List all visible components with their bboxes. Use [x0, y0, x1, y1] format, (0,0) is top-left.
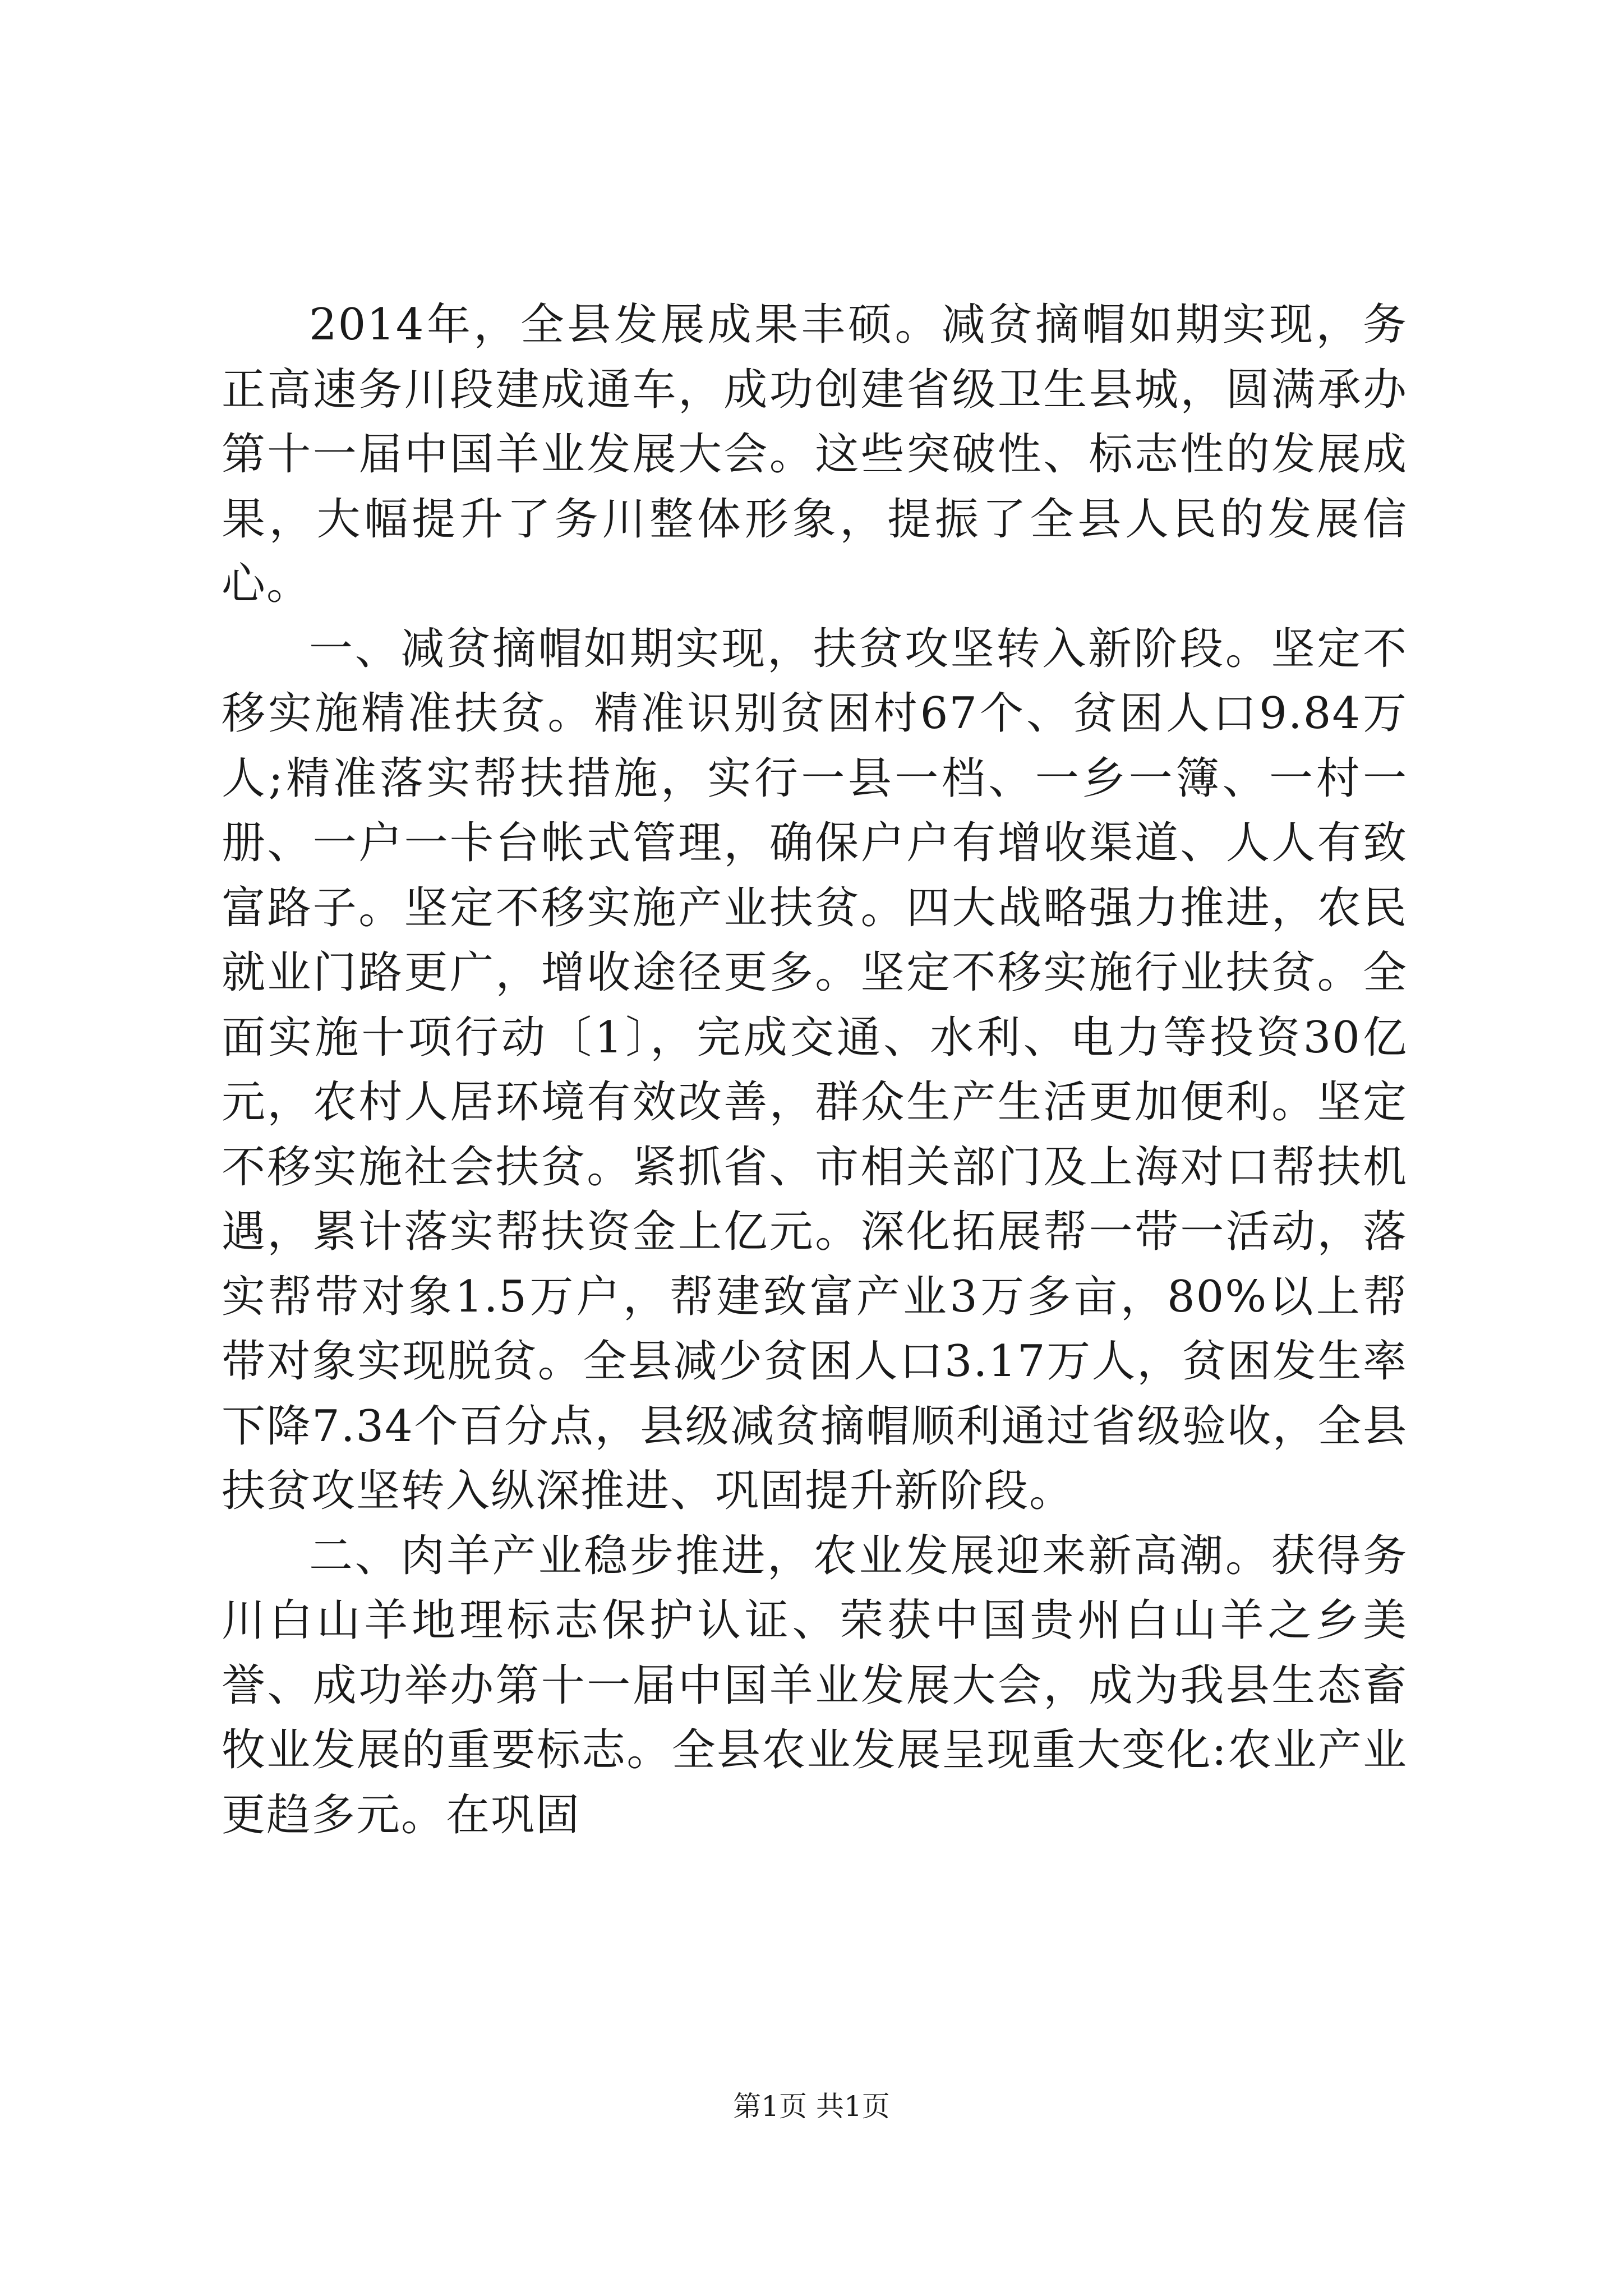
paragraph-summary: 2014年，全县发展成果丰硕。减贫摘帽如期实现，务正高速务川段建成通车，成功创建省级卫生县城，圆满承办第十一届中国羊业发展大会。这些突破性、标志性的发展成果，大幅提升了务川整体形象，提振了全县人民的发展信心。: [222, 300, 1408, 609]
document-body: [222, 293, 1408, 1848]
paragraph-section-one: 一、减贫摘帽如期实现，扶贫攻坚转入新阶段。坚定不移实施精准扶贫。精准识别贫困村67个、贫困人口9.84万人;精准落实帮扶措施，实行一县一档、一乡一簿、一村一册、一户一卡台帐式管理，确保户户有增收渠道、人人有致富路子。坚定不移实施产业扶贫。四大战略强力推进，农民就业门路更广，增收途径更多。坚定不移实施行业扶贫。全面实施十项行动〔1〕，完成交通、水利、电力等投资30亿元，农村人居环境有效改善，群众生产生活更加便利。坚定不移实施社会扶贫。紧抓省、市相关部门及上海对口帮扶机遇，累计落实帮扶资金上亿元。深化拓展帮一带一活动，落实帮带对象1.5万户，帮建致富产业3万多亩，80%以上帮带对象实现脱贫。全县减少贫困人口3.17万人，贫困发生率下降7.34个百分点，县级减贫摘帽顺利通过省级验收，全县扶贫攻坚转入纵深推进、巩固提升新阶段。: [222, 623, 1408, 1516]
page-footer: 第1页 共1页: [733, 2090, 890, 2123]
paragraph-section-two: 二、肉羊产业稳步推进，农业发展迎来新高潮。获得务川白山羊地理标志保护认证、荣获中国贵州白山羊之乡美誉、成功举办第十一届中国羊业发展大会，成为我县生态畜牧业发展的重要标志。全县农业发展呈现重大变化:农业产业更趋多元。在巩固: [222, 1530, 1408, 1841]
